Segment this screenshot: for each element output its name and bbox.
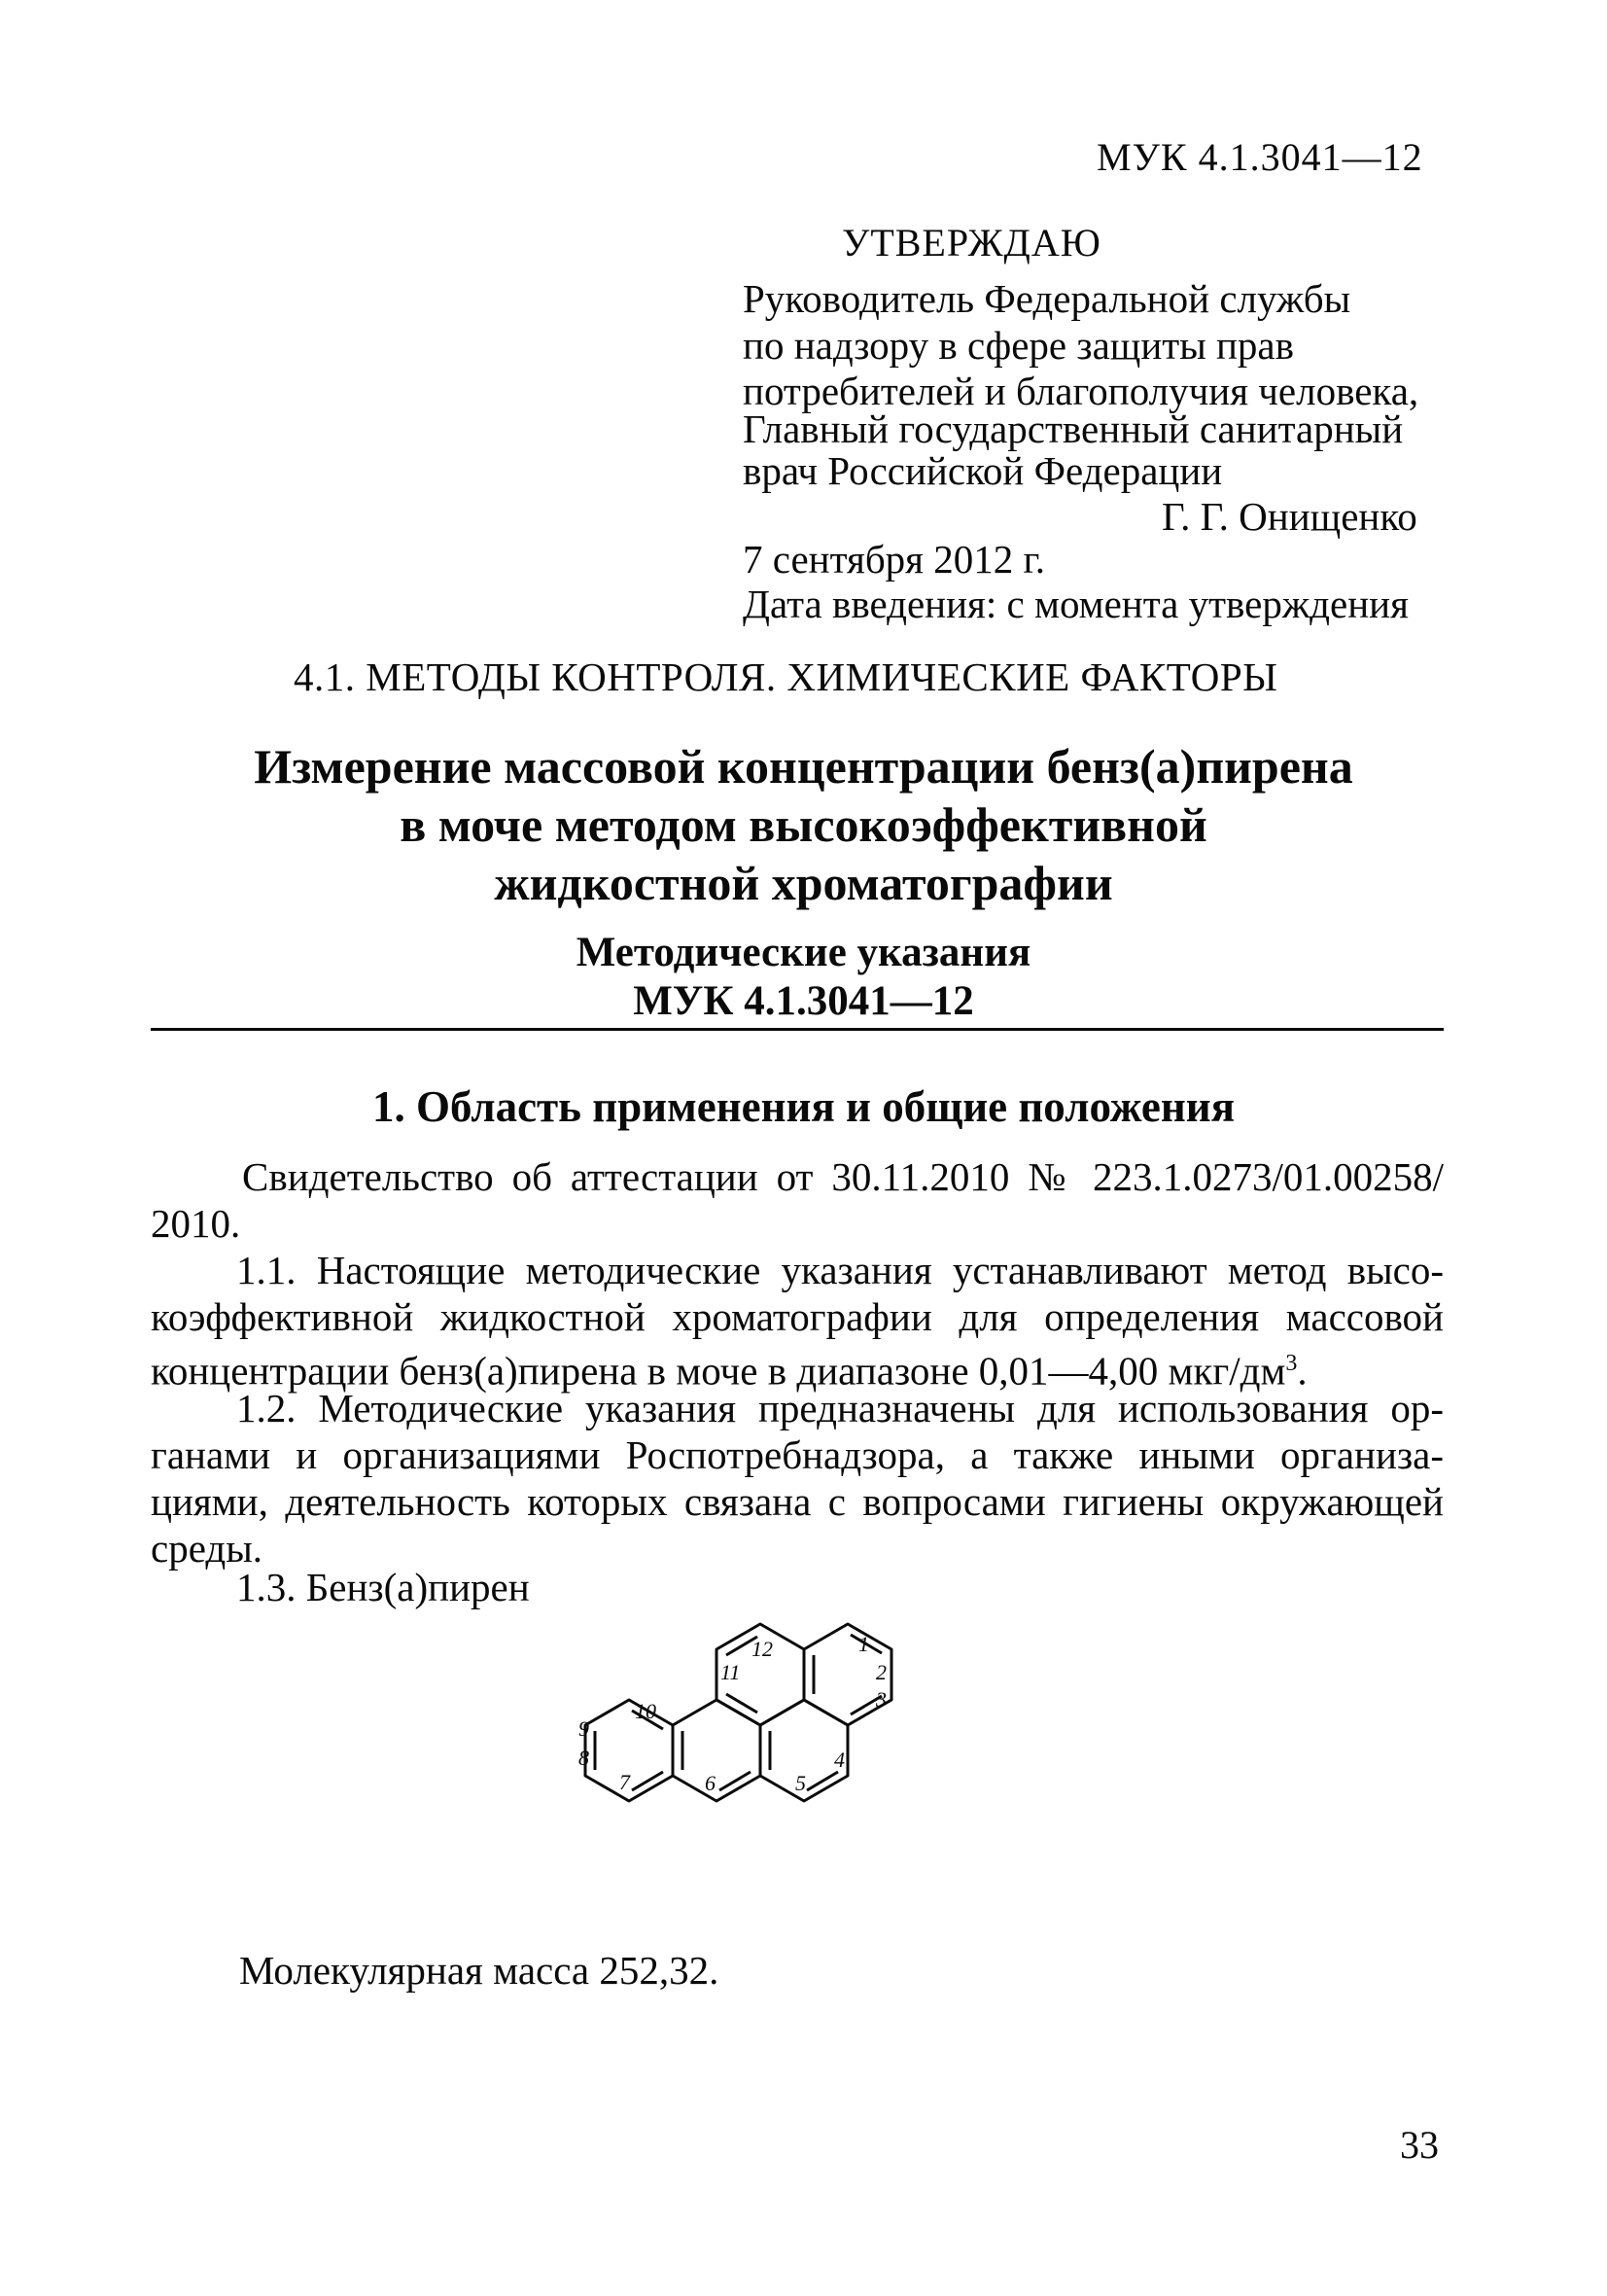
approval-line: Главный государственный санитарный [743,406,1404,451]
paragraph-line: циями, деятельность которых связана с вопросами гигиены окружающей [151,1479,1444,1524]
atom-label: 1 [858,1632,869,1656]
paragraph-1-2 [151,1385,1444,1572]
paragraph-line: коэффективной жидкостной хроматографии для определения массовой [151,1294,1444,1339]
paragraph-1-3: 1.3. Бенз(а)пирен [236,1565,530,1609]
atom-labels [578,1632,887,1795]
approval-heading: УТВЕРЖДАЮ [842,221,1101,265]
paragraph-line: ганами и организациями Роспотребнадзора, а также иными организа- [151,1432,1444,1477]
section-heading: 1. Область применения и общие положения [371,1082,1236,1131]
title-line: Измерение массовой концентрации бенз(а)пирена [254,739,1353,794]
horizontal-rule [151,1028,1444,1031]
approval-date: 7 сентября 2012 г. [743,537,1045,582]
subtitle-line: Методические указания [576,930,1031,975]
paragraph-line: 1.2. Методические указания предназначены для использования ор- [236,1386,1444,1431]
atom-label: 12 [751,1637,773,1661]
atom-label: 8 [578,1746,589,1770]
atom-label: 11 [720,1660,741,1684]
double-bond [632,1772,663,1790]
paragraph-line: среды. [151,1526,263,1571]
paragraph-line: 2010. [151,1201,241,1246]
atom-label: 5 [795,1771,806,1795]
atom-label: 10 [635,1699,656,1723]
paragraph-line: Свидетельство об аттестации от 30.11.2010 № 223.1.0273/01.00258/ [242,1154,1444,1199]
title-line: жидкостной хроматографии [494,856,1113,910]
document-code: МУК 4.1.3041—12 [633,978,974,1024]
benzopyrene-structure-diagram [540,1609,1084,1921]
molecular-mass: Молекулярная масса 252,32. [239,1948,719,1993]
signer-name: Г. Г. Онищенко [1162,494,1417,539]
approval-line: потребителей и благополучия человека, [743,369,1419,413]
document-title [0,737,1607,912]
approval-line: Руководитель Федеральной службы [743,276,1351,321]
approval-line: врач Российской Федерации [743,448,1223,493]
atom-label: 3 [876,1687,887,1712]
certificate-paragraph [151,1153,1444,1247]
introduction-date: Дата введения: с момента утверждения [743,582,1409,626]
atom-label: 4 [834,1748,845,1772]
ring-b [673,1700,760,1801]
atom-label: 9 [578,1716,589,1741]
paragraph-end: . [1297,1348,1308,1394]
paragraph-1-1 [151,1247,1444,1394]
atom-label: 2 [876,1660,887,1684]
approval-line: по надзору в сфере защиты прав [743,323,1294,368]
page-number: 33 [1400,2123,1439,2167]
document-subtitle [0,929,1607,1026]
title-line: в моче методом высокоэффективной [400,797,1207,852]
section-label: 4.1. МЕТОДЫ КОНТРОЛЯ. ХИМИЧЕСКИЕ ФАКТОРЫ [294,654,1278,699]
superscript: 3 [1285,1351,1298,1376]
double-bond [807,1772,838,1790]
paragraph-text: концентрации бенз(а)пирена в моче в диапазоне 0,01—4,00 мкг/дм [151,1348,1286,1394]
paragraph-line-with-superscript [151,1340,1444,1394]
atom-label: 6 [705,1771,716,1795]
atom-label: 7 [619,1770,630,1794]
double-bond [719,1772,751,1790]
document-number: МУК 4.1.3041—12 [1097,135,1423,179]
paragraph-line: 1.1. Настоящие методические указания устанавливают метод высо- [236,1248,1444,1292]
